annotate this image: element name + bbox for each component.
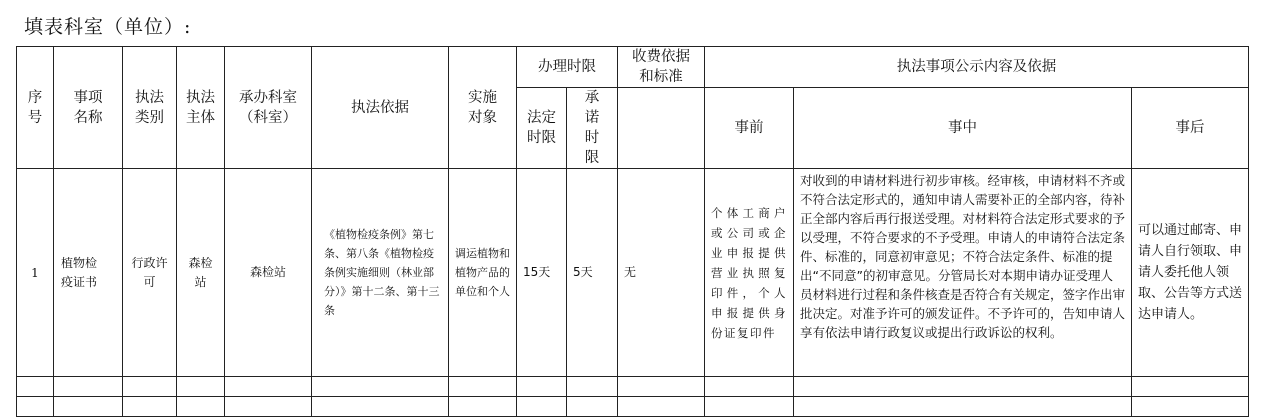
header-legal-limit: 法定时限: [517, 88, 567, 169]
header-dept: 承办科室（科室）: [225, 47, 312, 169]
row-promise-limit: 5天: [567, 169, 618, 377]
row-target: 调运植物和植物产品的单位和个人: [449, 169, 517, 377]
row-subject: 森检站: [177, 169, 225, 377]
table-row-empty: [17, 397, 1249, 417]
header-public-content: 执法事项公示内容及依据: [705, 47, 1249, 88]
header-promise-limit: 承诺时限: [567, 88, 618, 169]
header-category: 执法类别: [123, 47, 177, 169]
row-basis: 《植物检疫条例》第七条、第八条《植物检疫条例实施细则（林业部分）》第十二条、第十三条: [312, 169, 449, 377]
row-legal-limit: 15天: [517, 169, 567, 377]
table-row-empty: [17, 377, 1249, 397]
header-basis: 执法依据: [312, 47, 449, 169]
row-after: 可以通过邮寄、申请人自行领取、申请人委托他人领取、公告等方式送达申请人。: [1132, 169, 1249, 377]
form-dept-label: 填表科室（单位）:: [24, 16, 192, 38]
header-fee: 收费依据和标准: [618, 47, 705, 88]
header-fee-blank: [618, 88, 705, 169]
header-time-limit: 办理时限: [517, 47, 618, 88]
row-category: 行政许可: [123, 169, 177, 377]
header-no: 序号: [17, 47, 54, 169]
header-before: 事前: [705, 88, 794, 169]
header-item-name: 事项名称: [54, 47, 123, 169]
row-item-name: 植物检疫证书: [54, 169, 123, 377]
row-dept: 森检站: [225, 169, 312, 377]
header-target: 实施对象: [449, 47, 517, 169]
table-row: [17, 169, 1249, 377]
row-fee: 无: [618, 169, 705, 377]
header-after: 事后: [1132, 88, 1249, 169]
enforcement-table: [16, 46, 1249, 417]
row-no: 1: [17, 169, 54, 377]
row-during: 对收到的申请材料进行初步审核。经审核，申请材料不齐或不符合法定形式的，通知申请人需要补正的全部内容，待补正全部内容后再行报送受理。对材料符合法定形式要求的予以受理，不符合要求的不予受理。申请人的申请符合法定条件、标准的，同意初审意见；不符合法定条件、标准的提出“不同意”的初审意见。分管局长对本期申请办证受理人员材料进行过程和条件核查是否符合有关规定，签字作出审批决定。对准予许可的颁发证件。不予许可的，告知申请人享有依法申请行政复议或提出行政诉讼的权利。: [794, 169, 1132, 377]
header-during: 事中: [794, 88, 1132, 169]
header-subject: 执法主体: [177, 47, 225, 169]
row-before: 个体工商户或公司或企业申报提供营业执照复印件，个人申报提供身份证复印件: [705, 169, 794, 377]
